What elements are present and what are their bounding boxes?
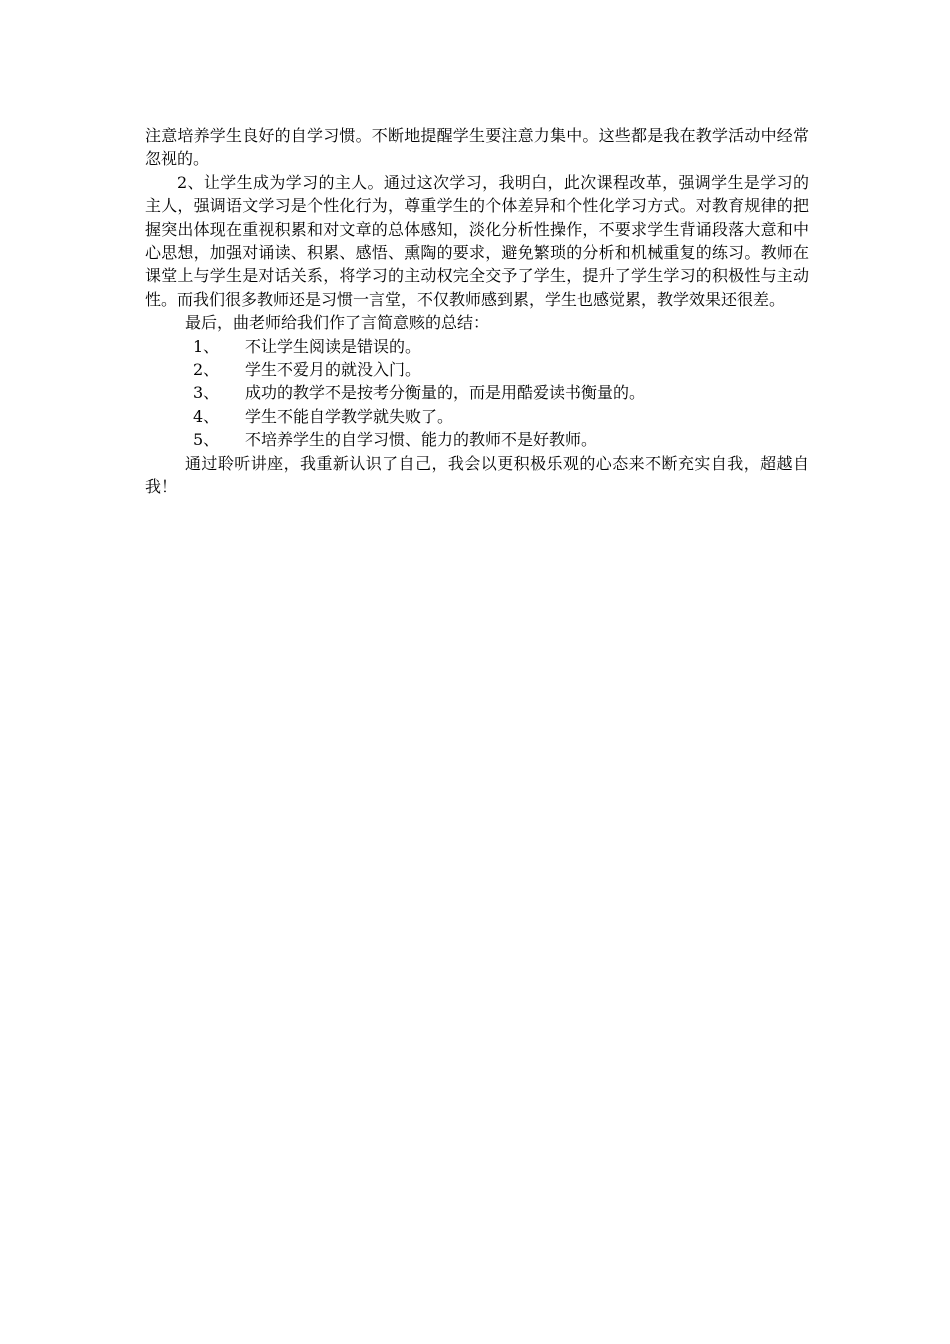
list-number: 4、 <box>193 406 220 426</box>
list-item <box>145 381 809 404</box>
paragraph-closing: 通过聆听讲座，我重新认识了自己，我会以更积极乐观的心态来不断充实自我，超越自我！ <box>145 453 809 497</box>
document-body <box>145 124 809 499</box>
paragraph-intro: 注意培养学生良好的自学习惯。不断地提醒学生要注意力集中。这些都是我在教学活动中经常忽视的。 <box>145 126 809 169</box>
list-item <box>145 358 809 381</box>
list-item <box>145 405 809 428</box>
list-text: 不培养学生的自学习惯、能力的教师不是好教师。 <box>245 430 598 450</box>
list-number: 1、 <box>193 336 220 356</box>
list-number: 2、 <box>193 360 220 380</box>
list-text: 学生不能自学教学就失败了。 <box>245 406 454 426</box>
list-number: 3、 <box>193 383 220 403</box>
summary-list <box>145 335 809 452</box>
paragraph-summary-intro: 最后，曲老师给我们作了言简意赅的总结： <box>185 313 490 333</box>
list-text: 不让学生阅读是错误的。 <box>245 336 422 356</box>
list-number: 5、 <box>193 430 220 450</box>
list-item <box>145 428 809 451</box>
paragraph-point-2: 2、让学生成为学习的主人。通过这次学习，我明白，此次课程改革，强调学生是学习的主人，强调语文学习是个性化行为，尊重学生的个体差异和个性化学习方式。对教育规律的把握突出体现在重视积累和对文章的总体感知，淡化分析性操作，不要求学生背诵段落大意和中心思想，加强对诵读、积累、感悟、熏陶的要求，避免繁琐的分析和机械重复的练习。教师在课堂上与学生是对话关系，将学习的主动权完全交予了学生，提升了学生学习的积极性与主动性。而我们很多教师还是习惯一言堂，不仅教师感到累，学生也感觉累，教学效果还很差。 <box>145 172 809 309</box>
list-text: 成功的教学不是按考分衡量的，而是用酷爱读书衡量的。 <box>245 383 646 403</box>
list-text: 学生不爱月的就没入门。 <box>245 360 422 380</box>
list-item <box>145 335 809 358</box>
